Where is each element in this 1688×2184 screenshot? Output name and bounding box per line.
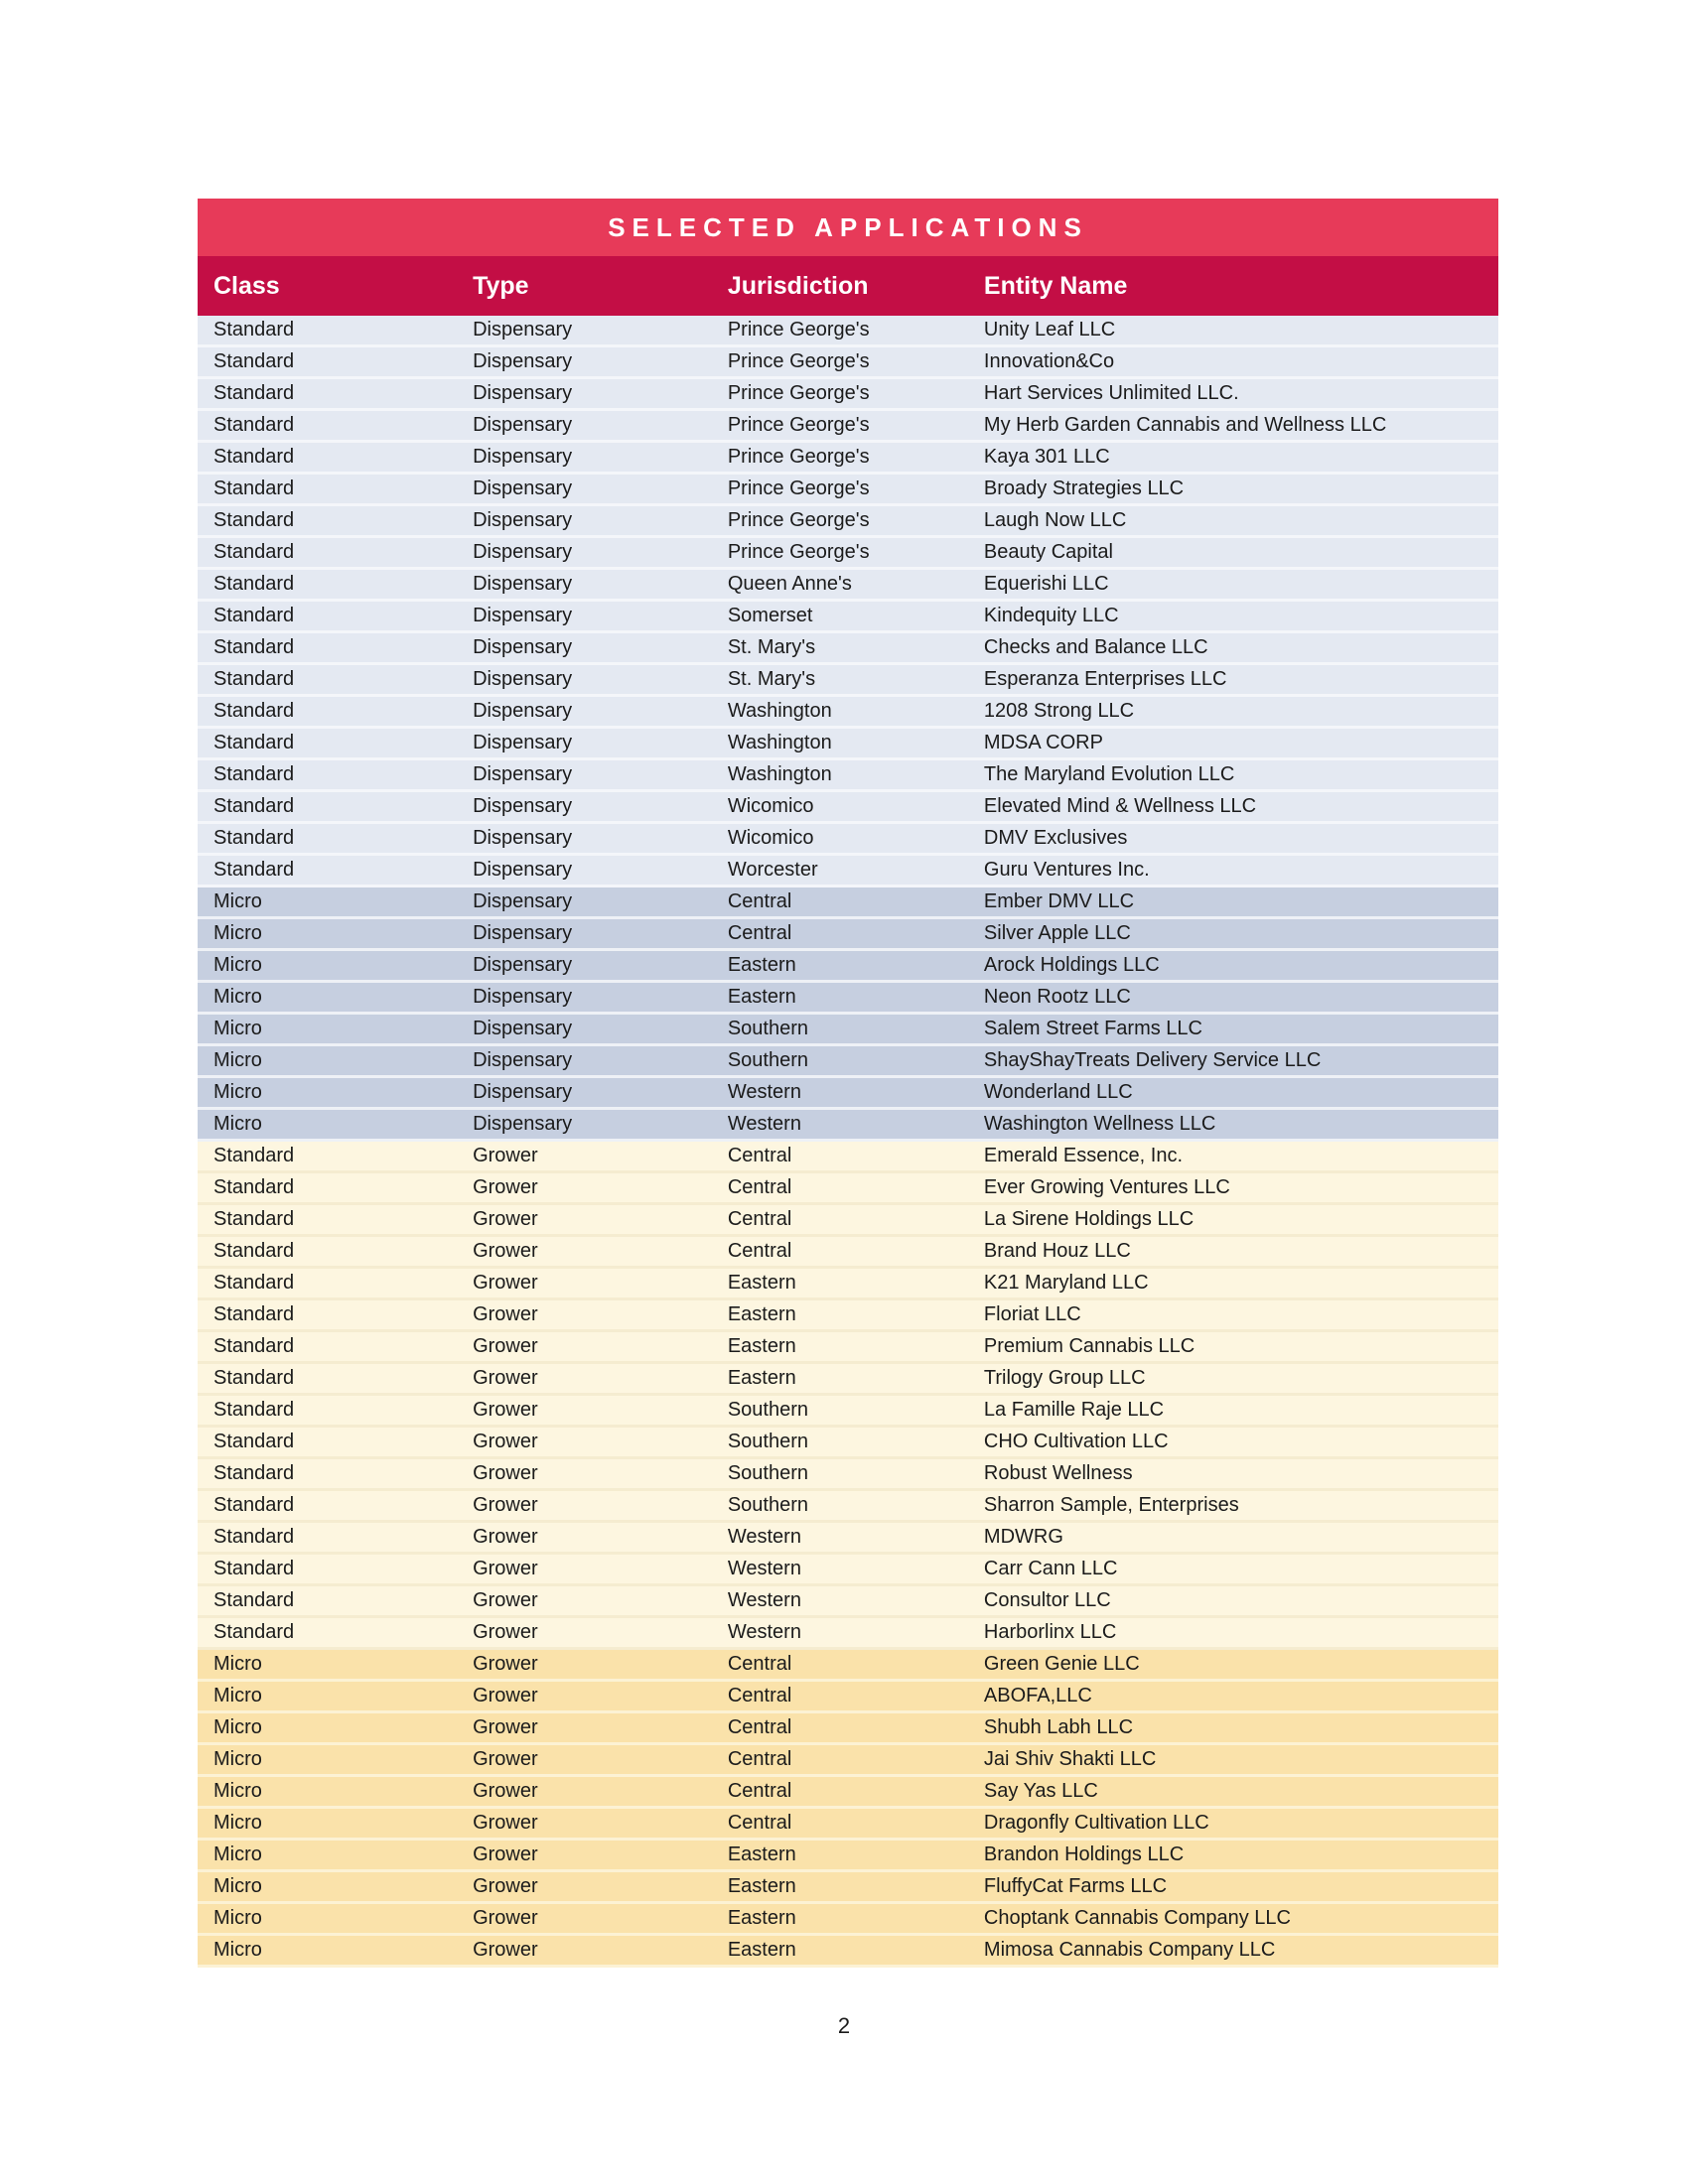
cell-entity-name: Broady Strategies LLC (983, 478, 1185, 499)
cell-entity-name: Laugh Now LLC (983, 509, 1127, 531)
table-header-row (198, 256, 1498, 316)
cell-entity-name: Carr Cann LLC (983, 1558, 1118, 1579)
table-row (198, 570, 1498, 602)
cell-entity-name: Elevated Mind & Wellness LLC (983, 795, 1257, 817)
cell-type: Dispensary (473, 509, 573, 531)
cell-type: Dispensary (473, 573, 573, 595)
cell-type: Dispensary (473, 700, 573, 722)
cell-type: Grower (473, 1494, 538, 1516)
column-header-class: Class (213, 271, 280, 300)
cell-entity-name: Premium Cannabis LLC (983, 1335, 1196, 1357)
cell-type: Dispensary (473, 859, 573, 881)
cell-entity-name: Jai Shiv Shakti LLC (983, 1748, 1157, 1770)
table-row (198, 443, 1498, 475)
cell-entity-name: ShayShayTreats Delivery Service LLC (983, 1049, 1322, 1071)
cell-type: Grower (473, 1780, 538, 1802)
cell-class: Micro (213, 1081, 262, 1103)
cell-entity-name: The Maryland Evolution LLC (983, 763, 1235, 785)
table-row (198, 665, 1498, 697)
cell-entity-name: Ever Growing Ventures LLC (983, 1176, 1230, 1198)
cell-type: Grower (473, 1558, 538, 1579)
cell-jurisdiction: Central (727, 1812, 792, 1834)
cell-jurisdiction: Central (727, 1685, 792, 1706)
cell-jurisdiction: Washington (727, 700, 832, 722)
cell-type: Dispensary (473, 890, 573, 912)
cell-jurisdiction: Central (727, 890, 792, 912)
cell-jurisdiction: Central (727, 1208, 792, 1230)
cell-entity-name: Trilogy Group LLC (983, 1367, 1146, 1389)
table-row (198, 1332, 1498, 1364)
cell-type: Dispensary (473, 605, 573, 626)
cell-entity-name: Guru Ventures Inc. (983, 859, 1150, 881)
cell-entity-name: Equerishi LLC (983, 573, 1109, 595)
table-row (198, 1682, 1498, 1713)
cell-jurisdiction: Prince George's (727, 350, 870, 372)
cell-entity-name: Say Yas LLC (983, 1780, 1098, 1802)
cell-jurisdiction: Eastern (727, 1367, 796, 1389)
cell-entity-name: Green Genie LLC (983, 1653, 1140, 1675)
cell-jurisdiction: Prince George's (727, 414, 870, 436)
cell-type: Dispensary (473, 795, 573, 817)
cell-entity-name: CHO Cultivation LLC (983, 1431, 1169, 1452)
cell-class: Standard (213, 1399, 295, 1421)
table-row (198, 1269, 1498, 1300)
cell-jurisdiction: Eastern (727, 1303, 796, 1325)
cell-jurisdiction: Western (727, 1526, 801, 1548)
table-row (198, 1300, 1498, 1332)
cell-class: Micro (213, 1812, 262, 1834)
table-row (198, 506, 1498, 538)
table-row (198, 760, 1498, 792)
cell-type: Grower (473, 1335, 538, 1357)
cell-jurisdiction: Western (727, 1621, 801, 1643)
cell-type: Grower (473, 1303, 538, 1325)
table-row (198, 1618, 1498, 1650)
cell-type: Dispensary (473, 319, 573, 341)
table-row (198, 316, 1498, 347)
table-row (198, 1555, 1498, 1586)
table-row (198, 1491, 1498, 1523)
cell-type: Dispensary (473, 1018, 573, 1039)
column-header-entity-name: Entity Name (983, 271, 1128, 300)
cell-type: Grower (473, 1240, 538, 1262)
cell-class: Standard (213, 636, 295, 658)
cell-jurisdiction: Eastern (727, 954, 796, 976)
cell-type: Dispensary (473, 1081, 573, 1103)
cell-jurisdiction: Eastern (727, 1907, 796, 1929)
cell-class: Standard (213, 1431, 295, 1452)
cell-type: Dispensary (473, 1049, 573, 1071)
cell-entity-name: Emerald Essence, Inc. (983, 1145, 1183, 1166)
cell-jurisdiction: Somerset (727, 605, 813, 626)
cell-entity-name: Unity Leaf LLC (983, 319, 1116, 341)
column-header-jurisdiction: Jurisdiction (727, 271, 869, 300)
cell-jurisdiction: Western (727, 1081, 801, 1103)
cell-class: Standard (213, 1335, 295, 1357)
cell-type: Grower (473, 1875, 538, 1897)
cell-jurisdiction: Southern (727, 1462, 809, 1484)
cell-entity-name: Shubh Labh LLC (983, 1716, 1134, 1738)
table-title: SELECTED APPLICATIONS (608, 211, 1088, 242)
cell-entity-name: Esperanza Enterprises LLC (983, 668, 1227, 690)
table-row (198, 792, 1498, 824)
cell-class: Micro (213, 1748, 262, 1770)
cell-class: Standard (213, 1558, 295, 1579)
cell-class: Standard (213, 1589, 295, 1611)
table-row (198, 1110, 1498, 1142)
cell-type: Dispensary (473, 732, 573, 753)
cell-class: Standard (213, 478, 295, 499)
table-row (198, 1936, 1498, 1968)
cell-type: Grower (473, 1272, 538, 1294)
cell-class: Standard (213, 763, 295, 785)
cell-jurisdiction: Worcester (727, 859, 818, 881)
table-row (198, 1205, 1498, 1237)
table-row (198, 379, 1498, 411)
table-row (198, 919, 1498, 951)
cell-entity-name: DMV Exclusives (983, 827, 1128, 849)
cell-jurisdiction: St. Mary's (727, 668, 816, 690)
cell-class: Micro (213, 922, 262, 944)
cell-entity-name: Consultor LLC (983, 1589, 1111, 1611)
cell-jurisdiction: Queen Anne's (727, 573, 852, 595)
cell-jurisdiction: Prince George's (727, 382, 870, 404)
cell-type: Grower (473, 1208, 538, 1230)
table-row (198, 1142, 1498, 1173)
cell-jurisdiction: Western (727, 1589, 801, 1611)
cell-class: Standard (213, 1176, 295, 1198)
cell-class: Micro (213, 890, 262, 912)
cell-type: Grower (473, 1367, 538, 1389)
column-header-type: Type (473, 271, 529, 300)
table-row (198, 347, 1498, 379)
cell-type: Grower (473, 1939, 538, 1961)
cell-class: Standard (213, 446, 295, 468)
cell-class: Standard (213, 509, 295, 531)
cell-jurisdiction: Central (727, 1748, 792, 1770)
cell-type: Grower (473, 1653, 538, 1675)
cell-jurisdiction: Prince George's (727, 478, 870, 499)
cell-class: Standard (213, 1145, 295, 1166)
table-row (198, 538, 1498, 570)
cell-jurisdiction: Washington (727, 732, 832, 753)
cell-class: Standard (213, 668, 295, 690)
cell-jurisdiction: Central (727, 1240, 792, 1262)
cell-type: Grower (473, 1685, 538, 1706)
cell-jurisdiction: Central (727, 1176, 792, 1198)
cell-entity-name: K21 Maryland LLC (983, 1272, 1149, 1294)
table-row (198, 1523, 1498, 1555)
table-row (198, 475, 1498, 506)
cell-jurisdiction: Southern (727, 1049, 809, 1071)
cell-class: Standard (213, 1494, 295, 1516)
cell-jurisdiction: Prince George's (727, 509, 870, 531)
cell-entity-name: Floriat LLC (983, 1303, 1081, 1325)
cell-jurisdiction: Wicomico (727, 795, 814, 817)
cell-class: Micro (213, 1018, 262, 1039)
table-row (198, 729, 1498, 760)
table-row (198, 983, 1498, 1015)
cell-entity-name: My Herb Garden Cannabis and Wellness LLC (983, 414, 1387, 436)
table-row (198, 411, 1498, 443)
cell-entity-name: Wonderland LLC (983, 1081, 1133, 1103)
table-row (198, 887, 1498, 919)
cell-jurisdiction: Central (727, 1780, 792, 1802)
cell-jurisdiction: Southern (727, 1018, 809, 1039)
cell-type: Grower (473, 1176, 538, 1198)
cell-jurisdiction: Southern (727, 1431, 809, 1452)
cell-entity-name: MDWRG (983, 1526, 1063, 1548)
cell-class: Standard (213, 350, 295, 372)
cell-type: Dispensary (473, 636, 573, 658)
cell-type: Dispensary (473, 922, 573, 944)
table-row (198, 602, 1498, 633)
cell-class: Micro (213, 1685, 262, 1706)
cell-class: Standard (213, 1240, 295, 1262)
cell-type: Dispensary (473, 668, 573, 690)
cell-class: Micro (213, 1653, 262, 1675)
cell-class: Micro (213, 1716, 262, 1738)
cell-type: Grower (473, 1907, 538, 1929)
cell-class: Micro (213, 954, 262, 976)
table-row (198, 1428, 1498, 1459)
cell-type: Dispensary (473, 446, 573, 468)
cell-entity-name: Hart Services Unlimited LLC. (983, 382, 1239, 404)
cell-entity-name: Ember DMV LLC (983, 890, 1135, 912)
table-row (198, 824, 1498, 856)
cell-entity-name: Brandon Holdings LLC (983, 1843, 1185, 1865)
cell-entity-name: Innovation&Co (983, 350, 1115, 372)
cell-class: Micro (213, 1907, 262, 1929)
cell-type: Dispensary (473, 541, 573, 563)
table-row (198, 1459, 1498, 1491)
cell-class: Standard (213, 1272, 295, 1294)
cell-class: Standard (213, 1462, 295, 1484)
selected-applications-table (198, 199, 1498, 1968)
table-row (198, 1872, 1498, 1904)
cell-class: Micro (213, 1049, 262, 1071)
cell-jurisdiction: Prince George's (727, 319, 870, 341)
cell-jurisdiction: St. Mary's (727, 636, 816, 658)
cell-entity-name: Dragonfly Cultivation LLC (983, 1812, 1209, 1834)
table-title-band (198, 199, 1498, 256)
cell-class: Standard (213, 319, 295, 341)
cell-class: Standard (213, 1208, 295, 1230)
cell-class: Standard (213, 732, 295, 753)
cell-type: Dispensary (473, 1113, 573, 1135)
cell-jurisdiction: Eastern (727, 1272, 796, 1294)
table-row (198, 697, 1498, 729)
cell-class: Standard (213, 573, 295, 595)
table-row (198, 1364, 1498, 1396)
cell-class: Standard (213, 700, 295, 722)
cell-entity-name: Kindequity LLC (983, 605, 1119, 626)
cell-type: Grower (473, 1589, 538, 1611)
cell-entity-name: La Famille Raje LLC (983, 1399, 1165, 1421)
cell-class: Micro (213, 1875, 262, 1897)
cell-entity-name: Harborlinx LLC (983, 1621, 1117, 1643)
cell-type: Grower (473, 1748, 538, 1770)
table-row (198, 951, 1498, 983)
table-body (198, 316, 1498, 1968)
table-row (198, 1809, 1498, 1841)
table-row (198, 1841, 1498, 1872)
cell-entity-name: Neon Rootz LLC (983, 986, 1131, 1008)
table-row (198, 1586, 1498, 1618)
cell-class: Micro (213, 1843, 262, 1865)
cell-type: Dispensary (473, 827, 573, 849)
cell-jurisdiction: Western (727, 1113, 801, 1135)
cell-class: Standard (213, 1303, 295, 1325)
cell-class: Standard (213, 859, 295, 881)
cell-entity-name: Beauty Capital (983, 541, 1113, 563)
cell-jurisdiction: Eastern (727, 986, 796, 1008)
cell-type: Dispensary (473, 763, 573, 785)
cell-entity-name: Checks and Balance LLC (983, 636, 1208, 658)
cell-entity-name: Salem Street Farms LLC (983, 1018, 1202, 1039)
cell-class: Standard (213, 1621, 295, 1643)
cell-type: Dispensary (473, 382, 573, 404)
table-row (198, 856, 1498, 887)
cell-entity-name: FluffyCat Farms LLC (983, 1875, 1168, 1897)
cell-entity-name: Silver Apple LLC (983, 922, 1131, 944)
cell-class: Micro (213, 1939, 262, 1961)
cell-type: Grower (473, 1843, 538, 1865)
table-row (198, 1396, 1498, 1428)
table-row (198, 1745, 1498, 1777)
cell-type: Grower (473, 1462, 538, 1484)
table-row (198, 1173, 1498, 1205)
cell-jurisdiction: Eastern (727, 1335, 796, 1357)
cell-entity-name: Kaya 301 LLC (983, 446, 1110, 468)
cell-class: Standard (213, 1526, 295, 1548)
table-row (198, 1713, 1498, 1745)
cell-entity-name: MDSA CORP (983, 732, 1103, 753)
cell-jurisdiction: Eastern (727, 1875, 796, 1897)
cell-entity-name: ABOFA,LLC (983, 1685, 1092, 1706)
cell-jurisdiction: Central (727, 922, 792, 944)
table-row (198, 633, 1498, 665)
table-row (198, 1777, 1498, 1809)
table-row (198, 1046, 1498, 1078)
cell-type: Dispensary (473, 478, 573, 499)
cell-jurisdiction: Washington (727, 763, 832, 785)
table-row (198, 1237, 1498, 1269)
cell-class: Standard (213, 605, 295, 626)
cell-class: Standard (213, 541, 295, 563)
cell-type: Grower (473, 1431, 538, 1452)
cell-entity-name: Sharron Sample, Enterprises (983, 1494, 1239, 1516)
cell-class: Standard (213, 382, 295, 404)
cell-entity-name: Choptank Cannabis Company LLC (983, 1907, 1291, 1929)
cell-type: Grower (473, 1716, 538, 1738)
cell-class: Standard (213, 795, 295, 817)
cell-entity-name: Arock Holdings LLC (983, 954, 1160, 976)
cell-jurisdiction: Prince George's (727, 446, 870, 468)
cell-entity-name: La Sirene Holdings LLC (983, 1208, 1195, 1230)
cell-class: Standard (213, 827, 295, 849)
cell-entity-name: Brand Houz LLC (983, 1240, 1131, 1262)
cell-entity-name: 1208 Strong LLC (983, 700, 1135, 722)
cell-jurisdiction: Southern (727, 1399, 809, 1421)
cell-type: Dispensary (473, 954, 573, 976)
page-number: 2 (837, 2013, 851, 2038)
cell-class: Micro (213, 1113, 262, 1135)
cell-entity-name: Robust Wellness (983, 1462, 1133, 1484)
cell-type: Grower (473, 1145, 538, 1166)
cell-type: Grower (473, 1812, 538, 1834)
table-row (198, 1650, 1498, 1682)
cell-class: Standard (213, 1367, 295, 1389)
cell-type: Grower (473, 1621, 538, 1643)
cell-class: Micro (213, 986, 262, 1008)
cell-jurisdiction: Central (727, 1145, 792, 1166)
cell-entity-name: Mimosa Cannabis Company LLC (983, 1939, 1276, 1961)
cell-jurisdiction: Western (727, 1558, 801, 1579)
cell-jurisdiction: Central (727, 1653, 792, 1675)
cell-type: Grower (473, 1526, 538, 1548)
table-row (198, 1904, 1498, 1936)
cell-jurisdiction: Wicomico (727, 827, 814, 849)
cell-type: Grower (473, 1399, 538, 1421)
cell-jurisdiction: Central (727, 1716, 792, 1738)
cell-type: Dispensary (473, 414, 573, 436)
cell-class: Micro (213, 1780, 262, 1802)
cell-jurisdiction: Prince George's (727, 541, 870, 563)
cell-jurisdiction: Eastern (727, 1843, 796, 1865)
cell-type: Dispensary (473, 350, 573, 372)
cell-jurisdiction: Eastern (727, 1939, 796, 1961)
cell-class: Standard (213, 414, 295, 436)
table-row (198, 1015, 1498, 1046)
cell-entity-name: Washington Wellness LLC (983, 1113, 1216, 1135)
table-row (198, 1078, 1498, 1110)
cell-jurisdiction: Southern (727, 1494, 809, 1516)
cell-type: Dispensary (473, 986, 573, 1008)
